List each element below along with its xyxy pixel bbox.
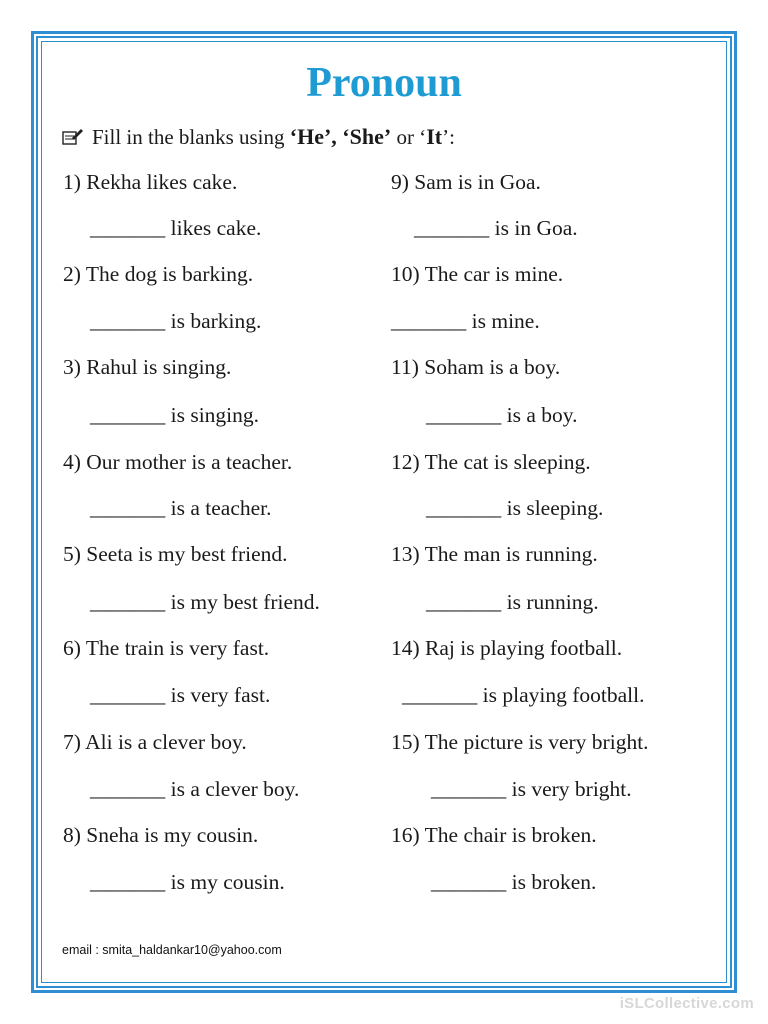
instruction-prefix: Fill in the blanks using xyxy=(92,125,290,149)
question-sentence: 13) The man is running. xyxy=(391,542,598,566)
answer-blank-line: _______ is playing football. xyxy=(402,683,645,707)
question-sentence: 16) The chair is broken. xyxy=(391,823,597,847)
answer-blank-line: _______ is in Goa. xyxy=(414,216,578,240)
author-email: email : smita_haldankar10@yahoo.com xyxy=(62,943,282,957)
answer-blank-line: _______ is my best friend. xyxy=(90,590,320,614)
answer-blank-line: _______ is my cousin. xyxy=(90,870,285,894)
answer-blank-line: _______ is running. xyxy=(426,590,599,614)
question-sentence: 12) The cat is sleeping. xyxy=(391,450,591,474)
answer-blank-line: _______ is mine. xyxy=(391,309,540,333)
question-sentence: 7) Ali is a clever boy. xyxy=(63,730,247,754)
answer-blank-line: _______ likes cake. xyxy=(90,216,262,240)
question-sentence: 5) Seeta is my best friend. xyxy=(63,542,288,566)
answer-blank-line: _______ is a teacher. xyxy=(90,496,272,520)
instruction-he-she: ‘He’, ‘She’ xyxy=(289,124,392,149)
question-sentence: 2) The dog is barking. xyxy=(63,262,254,286)
site-watermark: iSLCollective.com xyxy=(619,995,754,1012)
answer-blank-line: _______ is a boy. xyxy=(426,403,578,427)
answer-blank-line: _______ is singing. xyxy=(90,403,260,427)
answer-blank-line: _______ is very bright. xyxy=(431,777,632,801)
instruction-or: or ‘ xyxy=(391,125,427,149)
question-sentence: 15) The picture is very bright. xyxy=(391,730,649,754)
question-sentence: 6) The train is very fast. xyxy=(63,636,270,660)
instruction-line xyxy=(62,123,455,153)
question-sentence: 11) Soham is a boy. xyxy=(391,355,561,379)
answer-blank-line: _______ is barking. xyxy=(90,309,262,333)
instruction-suffix: ’: xyxy=(442,125,455,149)
question-sentence: 1) Rekha likes cake. xyxy=(63,170,238,194)
question-sentence: 4) Our mother is a teacher. xyxy=(63,450,293,474)
answer-blank-line: _______ is a clever boy. xyxy=(90,777,300,801)
question-sentence: 3) Rahul is singing. xyxy=(63,355,232,379)
question-sentence: 14) Raj is playing football. xyxy=(391,636,623,660)
answer-blank-line: _______ is sleeping. xyxy=(426,496,604,520)
worksheet-title: Pronoun xyxy=(306,60,462,106)
instruction-it: It xyxy=(426,124,443,149)
question-sentence: 9) Sam is in Goa. xyxy=(391,170,541,194)
answer-blank-line: _______ is broken. xyxy=(431,870,597,894)
question-sentence: 8) Sneha is my cousin. xyxy=(63,823,259,847)
question-sentence: 10) The car is mine. xyxy=(391,262,564,286)
writing-hand-icon xyxy=(62,125,84,153)
answer-blank-line: _______ is very fast. xyxy=(90,683,271,707)
